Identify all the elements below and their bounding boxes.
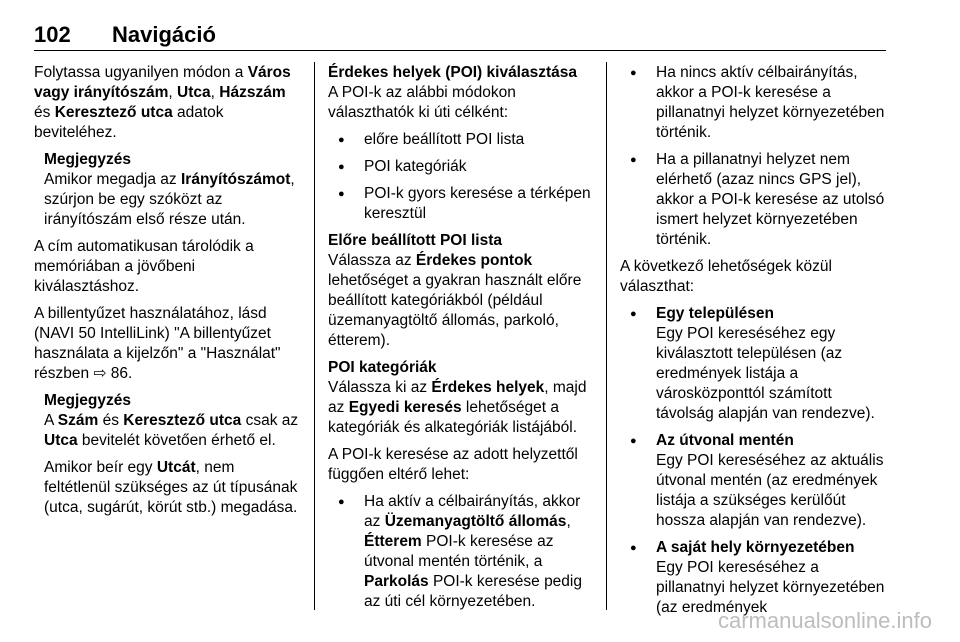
list-item: ● előre beállított POI lista [328,130,594,150]
option-title: ● A saját hely környezetében [656,539,855,556]
list-item [620,304,888,424]
paragraph: A POI-k az alábbi módokon választhatók ki úti célként: [328,84,516,121]
paragraph: A következő lehetőségek közül választhat: [620,258,832,295]
section-heading: Előre beállított POI lista [328,232,502,249]
paragraph: Válassza ki az Érdekes helyek, majd az Egyedi keresés lehetőséget a kategóriák és alkategóriák listájából. [328,379,587,436]
note-box [34,150,300,230]
note-text: Amikor megadja az Irányítószámot, szúrjon be egy szóközt az irányítószám első része után. [44,171,295,228]
option-list [620,304,888,618]
column-3 [620,63,888,625]
list-item [620,538,888,618]
option-text: Egy POI kereséséhez a pillanatnyi helyzet környezetében (az eredmények [656,559,885,616]
option-title: ● Egy településen [656,305,775,322]
paragraph: A billentyűzet használatához, lásd (NAVI 50 IntelliLink) "A billentyűzet használata a kijelzőn" a "Használat" részben ⇨ 86. [34,305,281,382]
note-box [34,391,300,518]
bullet-list [620,63,888,250]
page-number: 102 [34,22,71,47]
list-item: ● Ha nincs aktív célbairányítás, akkor a POI-k keresése a pillanatnyi helyzet környezetében történik. [620,63,888,143]
watermark: carmanualsonline.info [717,608,932,633]
list-item: ● Ha a pillanatnyi helyzet nem elérhető (azaz nincs GPS jel), akkor a POI-k keresése az utolsó ismert helyzet környezetében történik. [620,150,888,250]
bullet-list [328,130,594,224]
list-item [620,431,888,531]
note-text: A Szám és Keresztező utca csak az Utca bevitelét követően érhető el. [44,412,299,449]
note-text: Amikor beír egy Utcát, nem feltétlenül szükséges az út típusának (utca, sugárút, körút stb.) megadása. [44,459,298,516]
column-divider [314,62,315,610]
column-2 [328,63,594,619]
note-title: Megjegyzés [44,151,132,168]
note-title: Megjegyzés [44,392,132,409]
option-text: Egy POI kereséséhez egy kiválasztott településen (az eredmények listája a városközponttól számított távolság alapján van rendezve). [656,325,875,422]
list-item: ● Ha aktív a célbairányítás, akkor az Üzemanyagtöltő állomás, Étterem POI-k keresése az útvonal mentén történik, a Parkolás POI-k keresése pedig az úti cél környezetében. [328,492,594,612]
paragraph: Folytassa ugyanilyen módon a Város vagy irányítószám, Utca, Házszám és Keresztező utca adatok beviteléhez. [34,64,291,141]
bullet-list [328,492,594,612]
column-1 [34,63,300,525]
list-item: ● POI kategóriák [328,157,594,177]
paragraph: A cím automatikusan tárolódik a memóriában a jövőbeni kiválasztáshoz. [34,238,254,295]
paragraph: A POI-k keresése az adott helyzettől függően eltérő lehet: [328,446,578,483]
header-rule [34,50,886,51]
section-heading: Érdekes helyek (POI) kiválasztása [328,64,578,81]
page-header [34,22,886,50]
list-item: ● POI-k gyors keresése a térképen keresztül [328,184,594,224]
column-divider [606,62,607,610]
page-title: Navigáció [112,22,216,47]
option-text: Egy POI kereséséhez az aktuális útvonal mentén (az eredmények listája a szükséges kerülőút hossza alapján van rendezve). [656,452,884,529]
option-title: ● Az útvonal mentén [656,432,794,449]
section-heading: POI kategóriák [328,359,437,376]
paragraph: Válassza az Érdekes pontok lehetőséget a gyakran használt előre beállított kategóriákból (például üzemanyagtöltő állomás, parkoló, étterem). [328,252,582,349]
